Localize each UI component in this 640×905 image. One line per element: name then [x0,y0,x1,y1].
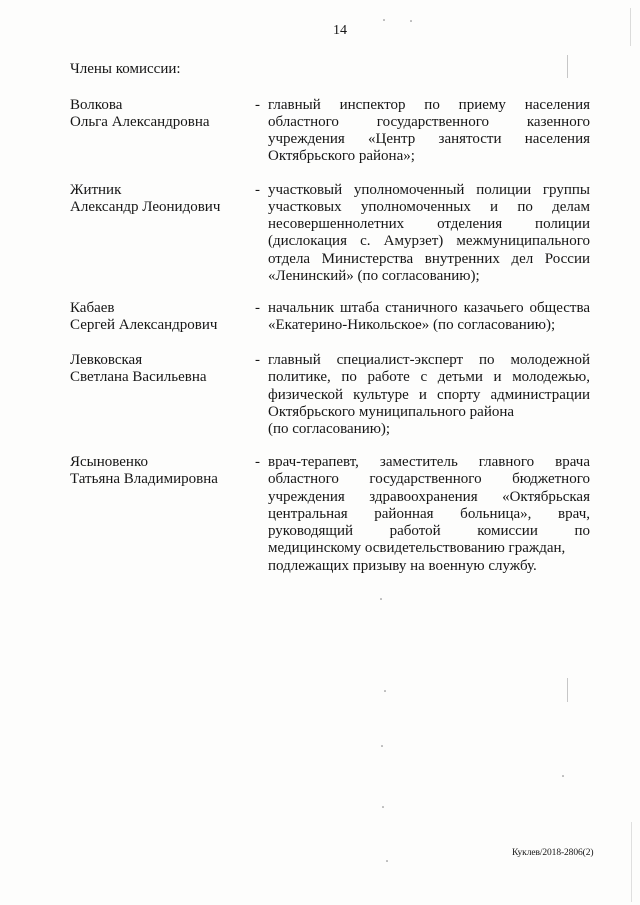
dash-separator: - [255,181,260,198]
member-role [268,454,590,575]
scan-mark [386,860,388,862]
role-line: «Екатерино-Никольское» (по согласованию); [268,317,556,334]
role-line: Октябрьского района»; [268,148,415,165]
role-line: политике, по работе с детьми и молодежью, [268,369,590,386]
role-line: областного государственного казенного [268,113,590,130]
scan-mark [380,598,382,600]
member-surname: Левковская [70,352,143,368]
scan-mark [383,19,385,21]
role-line: главный специалист-эксперт по молодежной [268,352,590,368]
commission-member [0,454,640,594]
role-line: центральная районная больница», врач, [268,505,590,522]
role-line: участковый уполномоченный полиции группы [268,181,590,198]
member-given-names: Ольга Александровна [70,113,210,130]
role-line: начальник штаба станичного казачьего общества [268,300,590,316]
role-line: несовершеннолетних отделения полиции [268,216,590,233]
member-given-names: Светлана Васильевна [70,369,207,386]
role-line: главный инспектор по приему населения [268,96,590,113]
role-line: участковых уполномоченных и по делам [268,198,590,215]
member-role [268,182,590,286]
member-role [268,97,590,166]
scan-mark [410,20,412,22]
member-surname: Волкова [70,96,123,113]
role-line: областного государственного бюджетного [268,471,590,488]
role-line: руководящий работой комиссии по [268,523,590,540]
role-line: учреждения «Центр занятости населения [268,131,590,148]
scan-mark [384,690,386,692]
member-name [70,454,250,489]
dash-separator: - [255,300,260,316]
scan-mark [567,55,568,78]
member-role [268,352,590,438]
dash-separator: - [255,352,260,368]
member-name [70,97,250,132]
role-line: (дислокация с. Амурзет) межмуниципального [268,233,590,250]
role-line: подлежащих призыву на военную службу. [268,557,537,574]
member-name [70,182,250,217]
scan-mark [631,822,632,902]
member-given-names: Александр Леонидович [70,198,221,215]
scan-mark [382,806,384,808]
member-name [70,352,250,387]
member-surname: Житник [70,181,122,198]
document-code: Куклев/2018-2806(2) [512,848,594,858]
section-heading: Члены комиссии: [70,61,181,77]
role-line: отдела Министерства внутренних дел России [268,250,590,267]
member-surname: Ясыновенко [70,454,148,470]
scan-mark [381,745,383,747]
member-given-names: Сергей Александрович [70,317,218,334]
scan-mark [567,678,568,702]
role-line: физической культуре и спорту администрации [268,386,590,403]
role-line: Октябрьского муниципального района [268,403,515,420]
page-number: 14 [333,23,347,38]
scan-mark [630,8,631,46]
role-line: учреждения здравоохранения «Октябрьская [268,488,590,505]
member-given-names: Татьяна Владимировна [70,471,218,488]
member-role [268,300,590,335]
member-surname: Кабаев [70,300,115,316]
dash-separator: - [255,454,260,470]
role-line: «Ленинский» (по согласованию); [268,267,480,284]
role-line: врач-терапевт, заместитель главного врача [268,454,590,470]
scan-mark [562,775,564,777]
member-name [70,300,250,335]
role-line: медицинскому освидетельствованию граждан, [268,540,566,557]
dash-separator: - [255,96,260,113]
role-line: (по согласованию); [268,421,391,438]
